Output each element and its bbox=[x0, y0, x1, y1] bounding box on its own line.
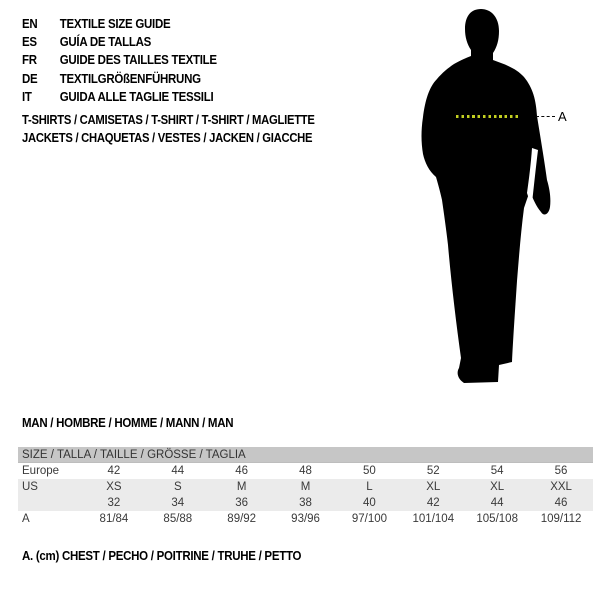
language-list bbox=[22, 15, 234, 106]
category-lines bbox=[22, 111, 347, 147]
size-cell: XL bbox=[426, 481, 441, 493]
size-cell: 54 bbox=[490, 465, 504, 477]
size-cell: XXL bbox=[550, 481, 572, 493]
language-row bbox=[22, 70, 217, 88]
size-cell: 50 bbox=[363, 465, 376, 477]
footnote-chest: A. (cm) CHEST / PECHO / POITRINE / TRUHE / PETTO bbox=[22, 549, 302, 563]
language-code: IT bbox=[22, 89, 32, 104]
size-cell: 93/96 bbox=[291, 513, 320, 525]
size-cell: 42 bbox=[107, 465, 121, 477]
size-cell: 46 bbox=[554, 497, 568, 509]
table-row-chest bbox=[18, 511, 593, 527]
table-row-us-numeric bbox=[18, 495, 593, 511]
size-cell: L bbox=[366, 481, 373, 493]
size-cell: 38 bbox=[299, 497, 312, 509]
category-line-tshirts: T-SHIRTS / CAMISETAS / T-SHIRT / T-SHIRT / MAGLIETTE bbox=[22, 113, 315, 127]
category-line-jackets: JACKETS / CHAQUETAS / VESTES / JACKEN / GIACCHE bbox=[22, 131, 313, 145]
size-cell: 101/104 bbox=[412, 513, 455, 525]
size-cell: M bbox=[300, 481, 311, 493]
language-title: GUIDE DES TAILLES TEXTILE bbox=[59, 53, 217, 68]
language-row bbox=[22, 88, 217, 106]
language-title: TEXTILE SIZE GUIDE bbox=[59, 17, 171, 31]
measure-label-a: A bbox=[558, 109, 567, 124]
size-cell: 46 bbox=[235, 465, 249, 477]
size-cell: 52 bbox=[426, 465, 440, 477]
size-table bbox=[18, 447, 593, 527]
row-label: Europe bbox=[22, 465, 60, 477]
size-cell: 36 bbox=[235, 497, 249, 509]
size-cell: XL bbox=[490, 481, 505, 493]
size-cell: S bbox=[173, 481, 182, 493]
size-cell: 44 bbox=[490, 497, 504, 509]
row-label: A bbox=[22, 513, 30, 525]
language-code: FR bbox=[22, 53, 37, 68]
size-cell: 85/88 bbox=[163, 513, 193, 525]
table-row-us bbox=[18, 479, 593, 495]
size-cell: 34 bbox=[171, 497, 185, 509]
size-cell: 105/108 bbox=[476, 513, 518, 525]
language-code: DE bbox=[22, 71, 38, 86]
language-code: ES bbox=[22, 35, 37, 50]
size-cell: 48 bbox=[299, 465, 312, 477]
language-title: GUÍA DE TALLAS bbox=[59, 35, 152, 50]
language-title: TEXTILGRÖßENFÜHRUNG bbox=[59, 71, 201, 86]
table-row-europe bbox=[18, 463, 593, 479]
size-cell: 44 bbox=[171, 465, 185, 477]
language-code: EN bbox=[22, 17, 38, 31]
language-title: GUIDA ALLE TAGLIE TESSILI bbox=[59, 89, 214, 104]
size-cell: 81/84 bbox=[99, 513, 129, 525]
chest-measure-line bbox=[456, 115, 518, 118]
size-cell: 32 bbox=[107, 497, 121, 509]
language-row bbox=[22, 51, 217, 69]
size-cell: 56 bbox=[554, 465, 568, 477]
section-heading-man: MAN / HOMBRE / HOMME / MANN / MAN bbox=[22, 416, 234, 430]
man-silhouette bbox=[405, 5, 580, 395]
row-label: US bbox=[22, 481, 38, 493]
size-cell: 109/112 bbox=[540, 513, 582, 525]
size-cell: 89/92 bbox=[227, 513, 257, 525]
size-cell: 40 bbox=[363, 497, 376, 509]
language-row bbox=[22, 15, 217, 33]
size-cell: 97/100 bbox=[351, 513, 388, 525]
size-cell: M bbox=[236, 481, 247, 493]
size-cell: 42 bbox=[426, 497, 440, 509]
size-cell: XS bbox=[106, 481, 122, 493]
measure-arrow-dashes bbox=[536, 116, 555, 117]
language-row bbox=[22, 33, 217, 51]
table-header: SIZE / TALLA / TAILLE / GRÖSSE / TAGLIA bbox=[18, 447, 593, 463]
